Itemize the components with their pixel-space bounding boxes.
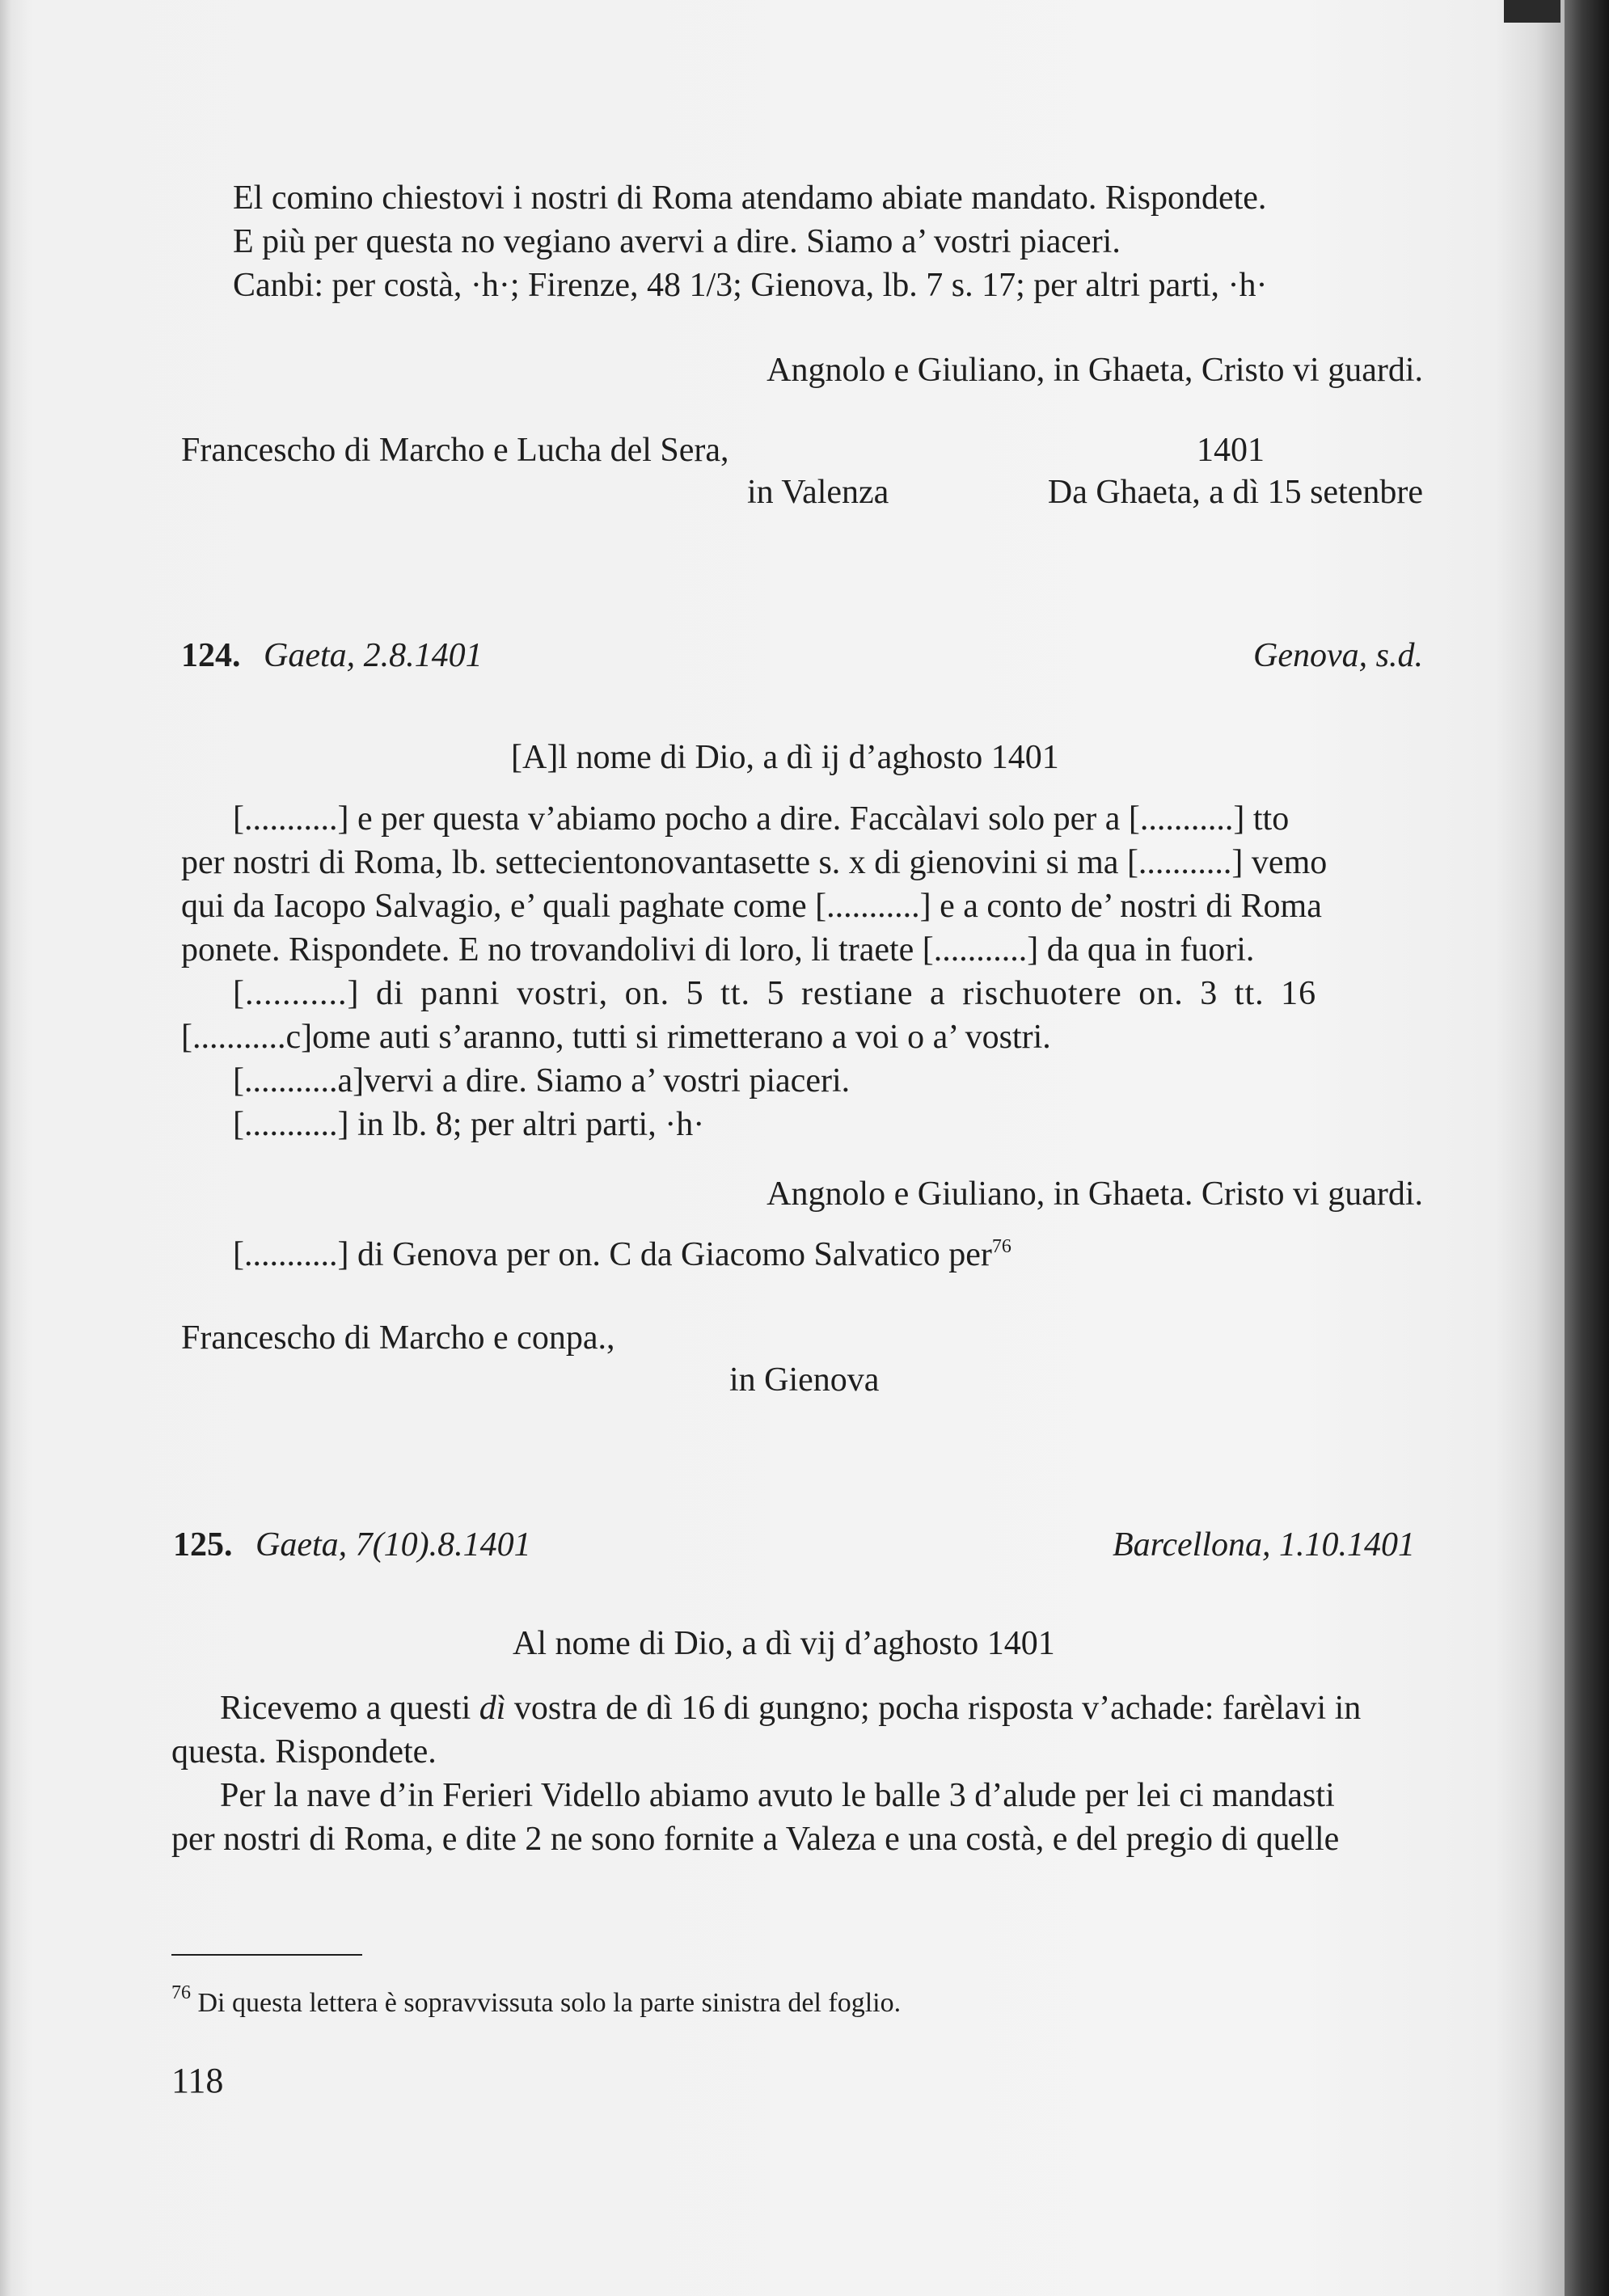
binding-mark: [1504, 0, 1560, 23]
letter-124-header: [181, 639, 483, 673]
text-line: ponete. Rispondete. E no trovandolivi di loro, li traete [...........] da qua in fuori.: [181, 931, 1255, 969]
address-place: in Gienova: [729, 1361, 880, 1399]
text-line: [...........] in lb. 8; per altri parti, ·h·: [233, 1106, 705, 1143]
text-line: qui da Iacopo Salvagio, e’ quali paghate come [...........] e a conto de’ nostri di Roma: [181, 888, 1322, 925]
text-line: [...........c]ome auti s’aranno, tutti si rimetterano a voi o a’ vostri.: [181, 1019, 1051, 1056]
text-line: questa. Rispondete.: [171, 1733, 437, 1771]
year: 1401: [1197, 432, 1265, 469]
footnote-rule: [171, 1954, 362, 1956]
text-line: E più per questa no vegiano avervi a dire. Siamo a’ vostri piaceri.: [233, 223, 1121, 260]
postscript-text: [...........] di Genova per on. C da Giacomo Salvatico per: [233, 1236, 992, 1273]
page-number: 118: [171, 2061, 224, 2100]
text-line: [220, 1691, 1361, 1725]
letter-origin: Gaeta, 7(10).8.1401: [255, 1526, 531, 1564]
text-line: El comino chiestovi i nostri di Roma atendamo abiate mandato. Rispondete.: [233, 179, 1267, 217]
footnote: [171, 1982, 901, 2019]
address-name: Francescho di Marcho e Lucha del Sera,: [181, 432, 729, 469]
text-line: per nostri di Roma, e dite 2 ne sono fornite a Valeza e una costà, e del pregio di quelle: [171, 1821, 1340, 1858]
letter-number: 124.: [181, 637, 241, 674]
text-line: [...........] di panni vostri, on. 5 tt. 5 restiane a rischuotere on. 3 tt. 16: [233, 975, 1317, 1012]
text-line: Canbi: per costà, ·h·; Firenze, 48 1/3; Gienova, lb. 7 s. 17; per altri parti, ·h·: [233, 267, 1268, 304]
address-place: in Valenza: [747, 474, 889, 511]
letter-opening: Al nome di Dio, a dì vij d’aghosto 1401: [513, 1625, 1055, 1662]
text-line: [...........a]vervi a dire. Siamo a’ vostri piaceri.: [233, 1062, 851, 1099]
postscript: [233, 1237, 1011, 1272]
footnote-ref: 76: [991, 1236, 1011, 1257]
letter-number: 125.: [173, 1526, 233, 1564]
letter-opening: [A]l nome di Dio, a dì ij d’aghosto 1401: [511, 739, 1059, 776]
letter-destination: Genova, s.d.: [1253, 637, 1423, 674]
letter-destination: Barcellona, 1.10.1401: [1112, 1526, 1415, 1564]
signature: Angnolo e Giuliano, in Ghaeta, Cristo vi guardi.: [766, 352, 1423, 389]
address-name: Francescho di Marcho e conpa.,: [181, 1319, 615, 1357]
page-edge-shadow: [1565, 0, 1609, 2296]
footnote-number: 76: [171, 1982, 191, 2003]
text-span: vostra de dì 16 di gungno; pocha risposta v’achade: farèlavi in: [505, 1690, 1362, 1727]
text-span: Ricevemo a questi: [220, 1690, 479, 1727]
footnote-text: Di questa lettera è sopravvissuta solo la parte sinistra del foglio.: [191, 1988, 902, 2018]
text-line: Per la nave d’in Ferieri Vidello abiamo avuto le balle 3 d’alude per lei ci mandasti: [220, 1777, 1335, 1814]
text-line: per nostri di Roma, lb. settecientonovantasette s. x di gienovini si ma [...........] vemo: [181, 844, 1328, 881]
text-line: [...........] e per questa v’abiamo pocho a dire. Faccàlavi solo per a [...........] tto: [233, 800, 1290, 838]
letter-125-header: [173, 1528, 531, 1562]
date-line: Da Ghaeta, a dì 15 setenbre: [1047, 474, 1423, 511]
italic-word: dì: [479, 1690, 506, 1727]
letter-origin: Gaeta, 2.8.1401: [264, 637, 483, 674]
signature: Angnolo e Giuliano, in Ghaeta. Cristo vi guardi.: [766, 1175, 1423, 1213]
